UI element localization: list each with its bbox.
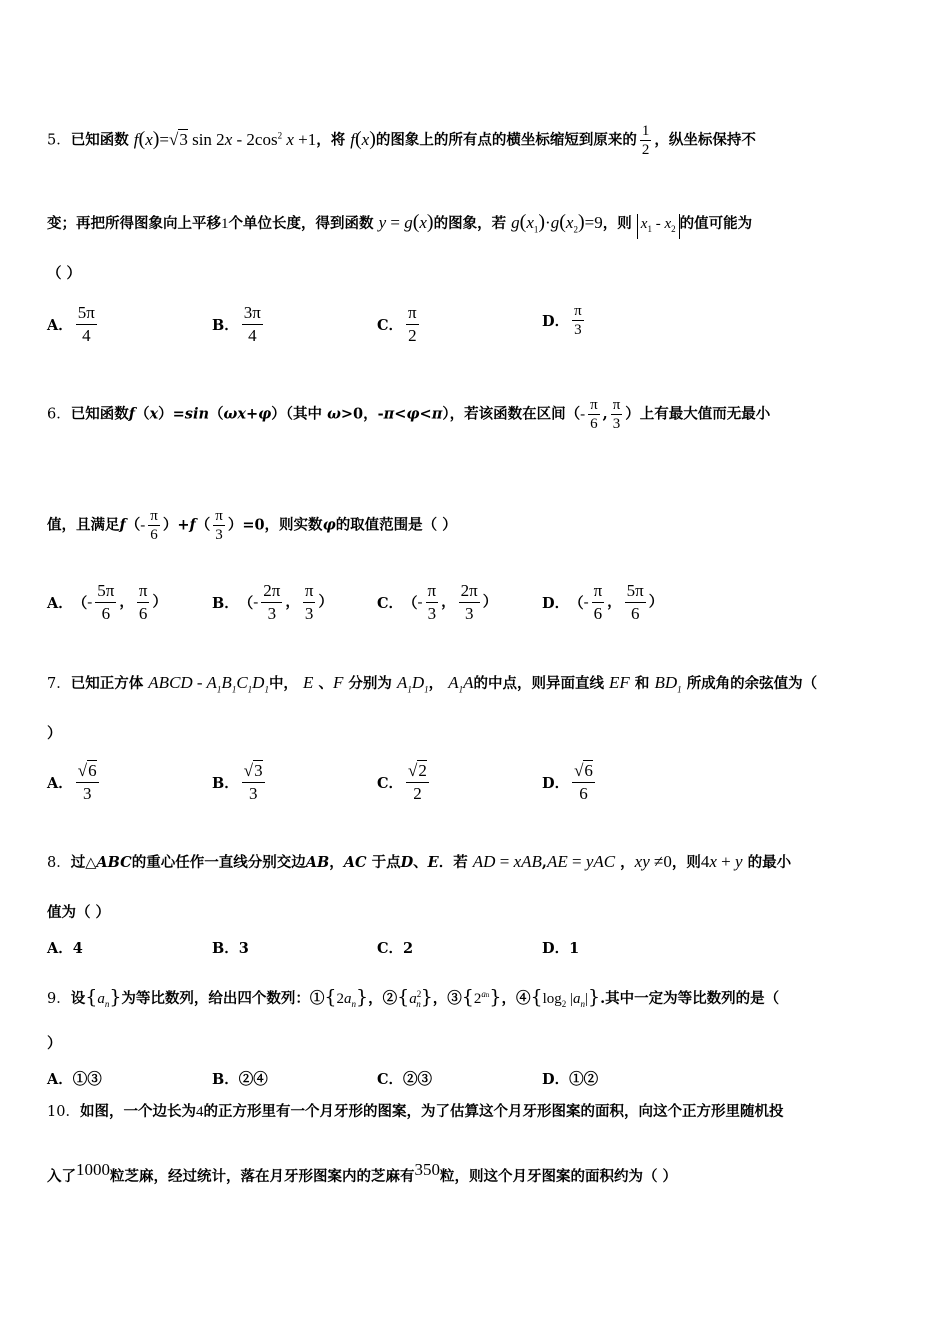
q7-option-b[interactable]: B． $\frac{√3}{3}$ — [212, 761, 263, 803]
q8-option-d[interactable]: D．1 — [542, 940, 580, 957]
q5-line-1: 5．已知函数 f(x)=√3 $\sin 2x - 2\cos^2$ x +1，将 f(x)的图象上的所有点的横坐标缩短到原来的 $\frac{1}{2}$ ，纵坐标保持不 — [47, 123, 756, 158]
q5-formula-g: y = g(x) — [378, 211, 434, 233]
q6-option-c[interactable]: C．（- $\frac{\pi}{3}$ ， $\frac{2\pi}{3}$ ） — [377, 581, 498, 623]
q6-option-b[interactable]: B．（- $\frac{2\pi}{3}$ ， $\frac{\pi}{3}$ ） — [212, 581, 333, 623]
q6-option-d[interactable]: D．（- $\frac{\pi}{6}$ ， $\frac{5\pi}{6}$ ） — [542, 581, 664, 623]
q5-formula-abs: $x_1 - x_2$ — [637, 214, 680, 239]
q5-option-c[interactable]: C． $\frac{\pi}{2}$ — [377, 303, 417, 345]
q9-option-a[interactable]: A．①③ — [47, 1071, 102, 1088]
q6-option-a[interactable]: A．（- $\frac{5\pi}{6}$ ， $\frac{\pi}{6}$ ） — [47, 581, 167, 623]
q7-option-a[interactable]: A． $\frac{√6}{3}$ — [47, 761, 97, 803]
q5-option-d[interactable]: D． $\frac{\pi}{3}$ — [542, 303, 582, 338]
q5-option-a[interactable]: A． $\frac{5\pi}{4}$ — [47, 303, 95, 345]
q5-option-b[interactable]: B． $\frac{3\pi}{4}$ — [212, 303, 261, 345]
q8-option-a[interactable]: A．4 — [47, 940, 83, 957]
q7-option-c[interactable]: C． $\frac{√2}{2}$ — [377, 761, 427, 803]
q9-option-c[interactable]: C．②③ — [377, 1071, 433, 1088]
q8-option-c[interactable]: C．2 — [377, 940, 414, 957]
q8-line-1: 8．过△ABC的重心任作一直线分别交边AB，AC 于点D、E．若 AD = xAB,AE = yAC ，xy ≠0，则4x + y 的最小 — [47, 852, 792, 871]
q10-line-2: 入了1000粒芝麻，经过统计，落在月牙形图案内的芝麻有350粒，则这个月牙图案的面积约为（ ） — [47, 1160, 678, 1185]
q5-formula-product: $g(x_1)\cdot g(x_2)=9$ — [511, 211, 603, 235]
q9-line-1: 9．设$\{a_n\}$为等比数列，给出四个数列：$①\{2a_n\}$，$②\{a^2_n\}$，$③\{2^{an}\}$，$④\{\log_2$ $|a_n|$}.其中一定为等比数列的是（ — [47, 986, 780, 1009]
q5-line-2: 变；再把所得图象向上平移1个单位长度，得到函数 y = g(x)的图象，若 $g(x_1)\cdot g(x_2)=9$，则 $x_1 - x_2$ 的值可能为 — [47, 212, 920, 239]
q5-formula-fx: f(x) — [350, 127, 376, 150]
q9-line-2: ） — [47, 1035, 62, 1052]
q5-paren: （ ） — [47, 265, 82, 282]
q7-cube-name: ABCD - $A_1B_1C_1D_1$ — [148, 673, 269, 695]
q5-formula-f: f(x)=√3 $\sin 2x - 2\cos^2$ x +1 — [133, 127, 317, 150]
q6-line-2: 值，且满足f（- $\frac{\pi}{6}$ ）+f（ $\frac{\pi}{3}$ ）=0，则实数φ的取值范围是（ ） — [47, 508, 457, 543]
q7-option-d[interactable]: D． $\frac{√6}{6}$ — [542, 761, 593, 803]
q5-half-fraction: $\frac{1}{2}$ — [641, 123, 650, 158]
q8-line-2: 值为（ ） — [47, 904, 111, 921]
q9-option-d[interactable]: D．①② — [542, 1071, 599, 1088]
q7-line-1: 7．已知正方体 ABCD - $A_1B_1C_1D_1$中， E 、F 分别为 $A_1D_1$， $A_1A$的中点，则异面直线 EF 和 $BD_1$ 所成角的余弦值为（ — [47, 673, 818, 695]
q6-line-1: 6．已知函数f（x）=sin（ωx+φ）（其中 ω>0，-π<φ<π），若该函数在区间（- $\frac{\pi}{6}$ , $\frac{\pi}{3}$ ）上有最大值而无最小 — [47, 397, 771, 432]
q9-option-b[interactable]: B．②④ — [212, 1071, 268, 1088]
q10-line-1: 10．如图，一个边长为4的正方形里有一个月牙形的图案，为了估算这个月牙形图案的面积，向这个正方形里随机投 — [47, 1103, 784, 1120]
q7-line-2: ） — [47, 725, 62, 742]
q8-option-b[interactable]: B．3 — [212, 940, 249, 957]
